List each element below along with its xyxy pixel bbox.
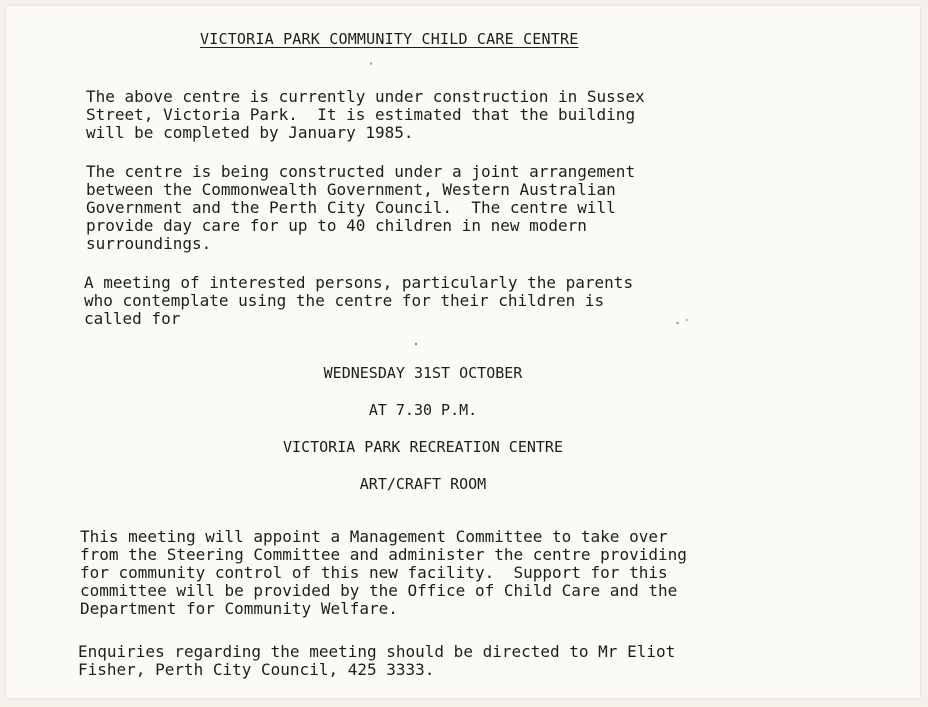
document-title: VICTORIA PARK COMMUNITY CHILD CARE CENTRE <box>200 30 579 48</box>
meeting-venue: VICTORIA PARK RECREATION CENTRE <box>283 438 563 456</box>
paragraph-meeting-call: A meeting of interested persons, particularly the parents who contemplate using the centre for their children is called for <box>84 273 634 328</box>
document-page <box>6 6 920 698</box>
paragraph-construction: The above centre is currently under construction in Sussex Street, Victoria Park. It is estimated that the building will be completed by January 1985. <box>86 87 645 142</box>
ink-speck <box>676 322 679 324</box>
ink-speck <box>415 343 417 345</box>
paragraph-enquiries: Enquiries regarding the meeting should be directed to Mr Eliot Fisher, Perth City Council, 425 3333. <box>78 642 676 679</box>
paragraph-arrangement: The centre is being constructed under a joint arrangement between the Commonwealth Government, Western Australian Government and the Perth City Council. The centre will provide day care for up to 40 children in new modern surroundings. <box>86 162 636 253</box>
ink-speck <box>370 62 372 65</box>
paragraph-committee: This meeting will appoint a Management Committee to take over from the Steering Committee and administer the centre providing for community control of this new facility. Support for this committee will be provided by the Office of Child Care and the Department for Community Welfare. <box>80 527 687 618</box>
meeting-date: WEDNESDAY 31ST OCTOBER <box>323 364 523 382</box>
meeting-room: ART/CRAFT ROOM <box>359 475 487 493</box>
meeting-time: AT 7.30 P.M. <box>368 401 478 419</box>
ink-speck <box>686 319 688 321</box>
